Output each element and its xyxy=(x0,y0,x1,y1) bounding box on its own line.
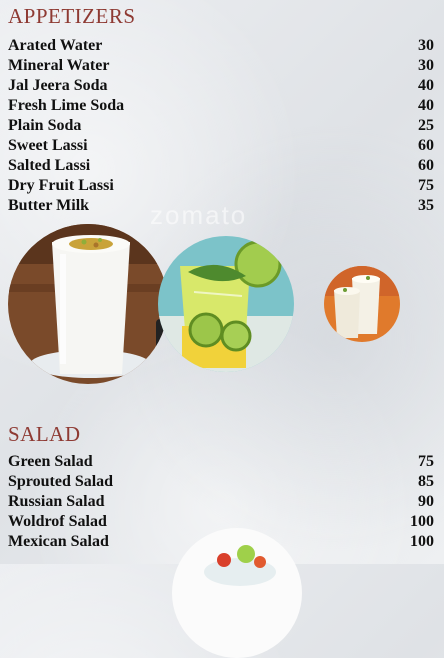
menu-item xyxy=(8,453,434,473)
item-price: 85 xyxy=(418,473,434,490)
item-name: Fresh Lime Soda xyxy=(8,97,125,114)
menu-item xyxy=(8,137,434,157)
item-name: Sweet Lassi xyxy=(8,137,88,154)
item-price: 100 xyxy=(410,533,434,550)
item-name: Mexican Salad xyxy=(8,533,109,550)
item-price: 75 xyxy=(418,177,434,194)
item-price: 30 xyxy=(418,57,434,74)
item-name: Jal Jeera Soda xyxy=(8,77,108,94)
item-name: Salted Lassi xyxy=(8,157,91,174)
watermark-text: zomato xyxy=(150,200,248,230)
item-price: 40 xyxy=(418,97,434,114)
menu-item xyxy=(8,157,434,177)
item-price: 100 xyxy=(410,513,434,530)
menu-item xyxy=(8,37,434,57)
item-price: 25 xyxy=(418,117,434,134)
item-name: Arated Water xyxy=(8,37,103,54)
item-name: Sprouted Salad xyxy=(8,473,114,490)
item-name: Russian Salad xyxy=(8,493,105,510)
item-name: Woldrof Salad xyxy=(8,513,107,530)
item-name: Butter Milk xyxy=(8,197,90,214)
item-name: Plain Soda xyxy=(8,117,82,134)
item-name: Mineral Water xyxy=(8,57,110,74)
item-price: 75 xyxy=(418,453,434,470)
item-price: 40 xyxy=(418,77,434,94)
item-price: 35 xyxy=(418,197,434,214)
salad-heading: SALAD xyxy=(8,422,81,446)
menu-item xyxy=(8,177,434,197)
menu-item xyxy=(8,77,434,97)
item-price: 90 xyxy=(418,493,434,510)
item-name: Green Salad xyxy=(8,453,93,470)
lassi-glasses-photo xyxy=(324,266,400,342)
menu-item xyxy=(8,97,434,117)
menu-item xyxy=(8,57,434,77)
menu-item xyxy=(8,473,434,493)
item-price: 60 xyxy=(418,157,434,174)
item-name: Dry Fruit Lassi xyxy=(8,177,114,194)
menu-item xyxy=(8,493,434,513)
menu-item xyxy=(8,117,434,137)
lime-soda-photo xyxy=(158,236,294,372)
appetizers-list xyxy=(8,37,434,217)
item-price: 60 xyxy=(418,137,434,154)
lassi-photo xyxy=(8,224,168,384)
item-price: 30 xyxy=(418,37,434,54)
salad-photo xyxy=(172,528,302,658)
appetizers-heading: APPETIZERS xyxy=(8,4,136,28)
